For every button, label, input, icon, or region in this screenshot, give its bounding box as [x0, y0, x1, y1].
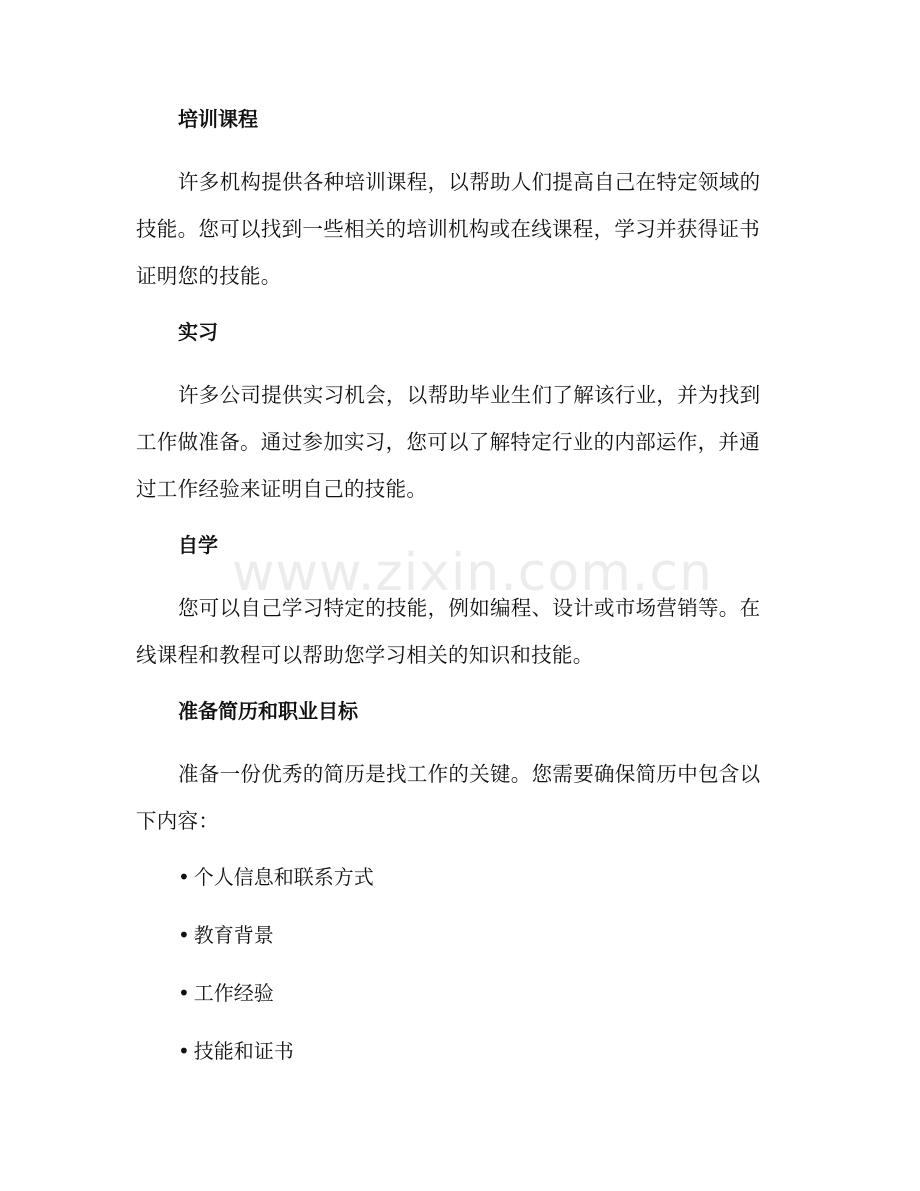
list-item: [136, 1036, 776, 1066]
paragraph-internship: 许多公司提供实习机会，以帮助毕业生们了解该行业，并为找到工作做准备。通过参加实习，您可以了解特定行业的内部运作，并通过工作经验来证明自己的技能。: [136, 383, 761, 501]
bullet-icon: •: [178, 923, 190, 947]
section-heading-training: 培训课程: [178, 107, 258, 131]
list-item: [136, 978, 776, 1008]
bullet-text: 工作经验: [193, 981, 274, 1005]
paragraph-training: 许多机构提供各种培训课程，以帮助人们提高自己在特定领域的技能。您可以找到一些相关的培训机构或在线课程，学习并获得证书证明您的技能。: [136, 170, 761, 288]
list-item: [136, 862, 776, 892]
paragraph-self-study: 您可以自己学习特定的技能，例如编程、设计或市场营销等。在线课程和教程可以帮助您学习相关的知识和技能。: [136, 596, 761, 667]
bullet-text: 教育背景: [193, 923, 274, 947]
watermark: www.zixin.com.cn: [232, 543, 713, 603]
document-content: [136, 104, 776, 1094]
section-heading-internship: 实习: [178, 320, 218, 344]
bullet-icon: •: [178, 865, 190, 889]
bullet-icon: •: [178, 1039, 190, 1063]
section-heading-resume: 准备简历和职业目标: [178, 699, 358, 723]
section-heading-self-study: 自学: [178, 533, 218, 557]
bullet-text: 技能和证书: [193, 1039, 294, 1063]
bullet-text: 个人信息和联系方式: [193, 865, 374, 889]
bullet-icon: •: [178, 981, 190, 1005]
paragraph-resume: 准备一份优秀的简历是找工作的关键。您需要确保简历中包含以下内容：: [136, 762, 761, 833]
list-item: [136, 920, 776, 950]
